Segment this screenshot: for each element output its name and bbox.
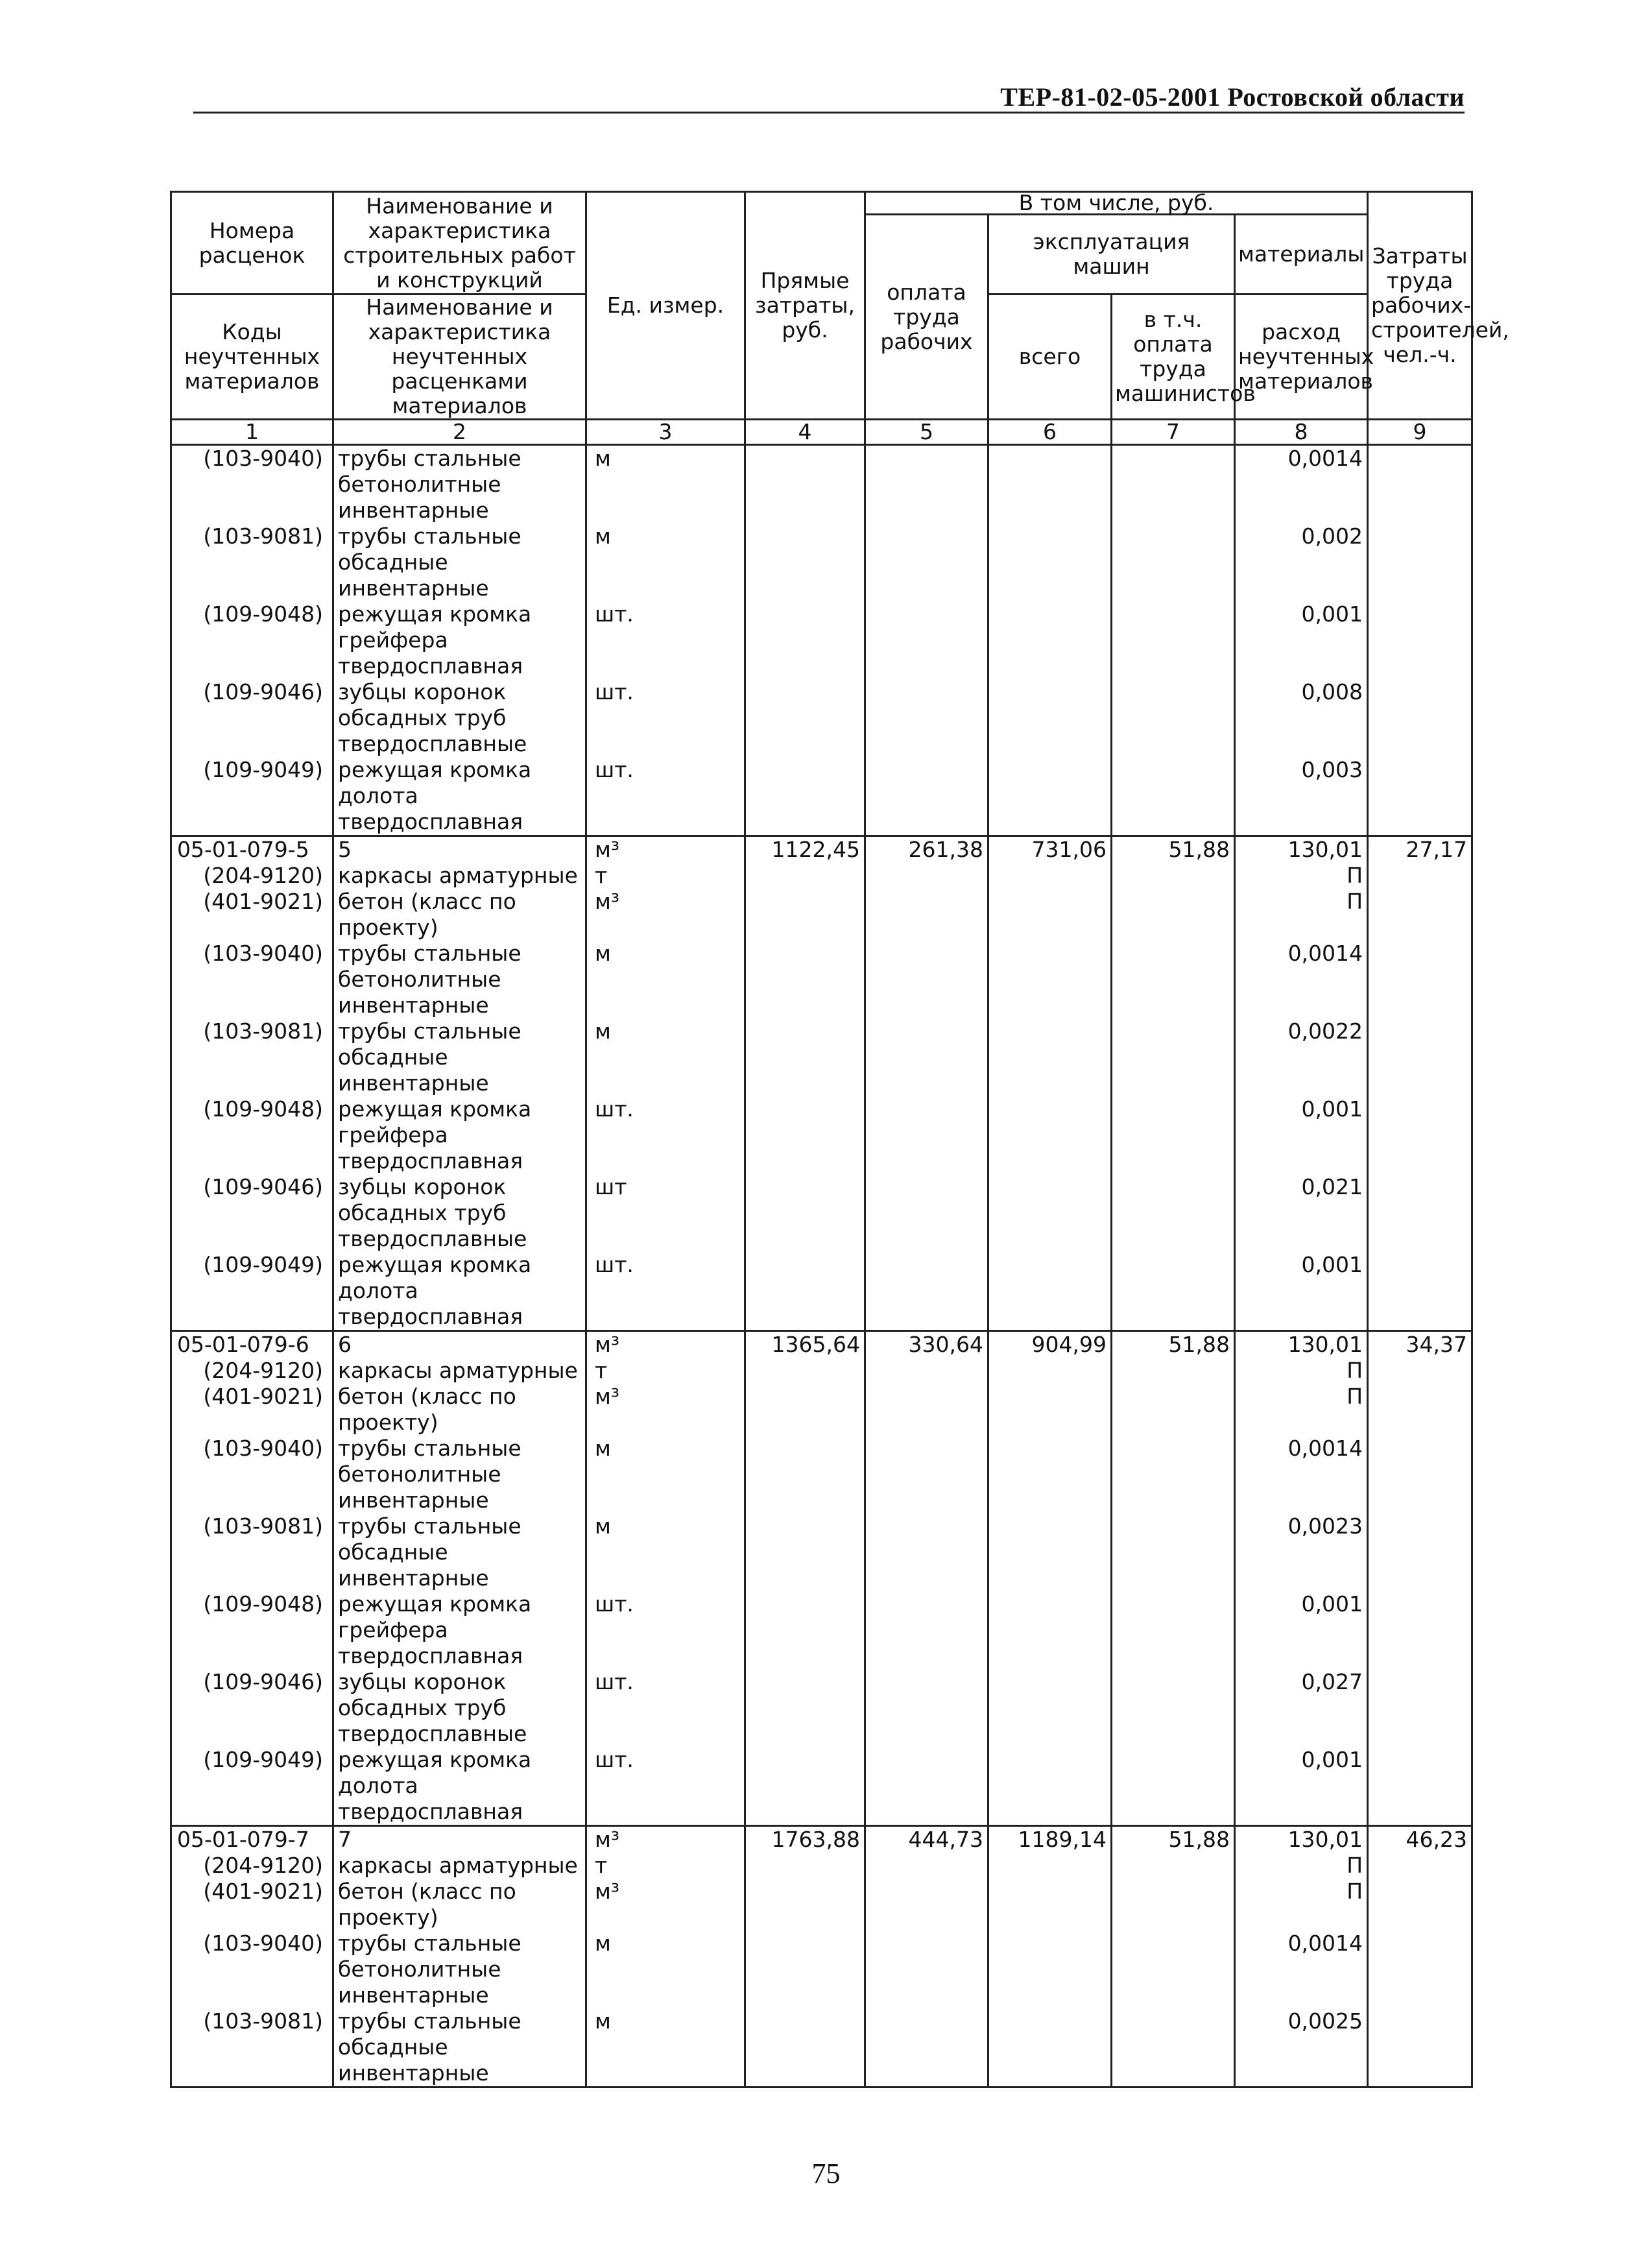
- header-col1-bottom: Коды неучтенных материалов: [171, 295, 333, 420]
- value-v8: 0,008: [1235, 679, 1368, 757]
- value-v6: [988, 601, 1112, 679]
- value-v5: [865, 445, 988, 524]
- value-v8: 0,0025: [1235, 2008, 1368, 2088]
- value-v6: [988, 1669, 1112, 1747]
- material-row: [171, 1436, 1472, 1513]
- value-v6: 731,06: [988, 836, 1112, 863]
- value-v5: [865, 1174, 988, 1252]
- value-v6: [988, 1879, 1112, 1931]
- material-row: [171, 1591, 1472, 1669]
- table-body: [171, 445, 1472, 2088]
- unit-cell: шт: [586, 1174, 745, 1252]
- material-code: (204-9120): [171, 1853, 333, 1879]
- value-v6: 904,99: [988, 1331, 1112, 1358]
- value-v5: [865, 1879, 988, 1931]
- value-v7: [1112, 1747, 1235, 1826]
- value-v8: 0,0022: [1235, 1018, 1368, 1096]
- col-number: 2: [333, 420, 586, 445]
- value-v5: [865, 863, 988, 889]
- value-v7: [1112, 757, 1235, 836]
- material-row: [171, 1669, 1472, 1747]
- value-v4: [745, 1436, 865, 1513]
- value-v9: 27,17: [1368, 836, 1472, 863]
- value-v4: [745, 2008, 865, 2088]
- value-v4: [745, 1018, 865, 1096]
- value-v8: 0,027: [1235, 1669, 1368, 1747]
- value-v5: [865, 523, 988, 601]
- value-v6: [988, 1096, 1112, 1174]
- material-row: [171, 679, 1472, 757]
- unit-cell: шт.: [586, 679, 745, 757]
- unit-cell: шт.: [586, 1591, 745, 1669]
- value-v9: [1368, 1018, 1472, 1096]
- value-v7: [1112, 601, 1235, 679]
- value-v6: [988, 1747, 1112, 1826]
- header-col6: всего: [988, 295, 1112, 420]
- value-v4: [745, 1252, 865, 1331]
- value-v7: [1112, 889, 1235, 941]
- value-v8: 0,002: [1235, 523, 1368, 601]
- material-code: (109-9046): [171, 679, 333, 757]
- value-v6: [988, 1174, 1112, 1252]
- material-name: каркасы арматурные: [333, 1358, 586, 1384]
- value-v5: [865, 1669, 988, 1747]
- value-v5: [865, 757, 988, 836]
- value-v5: [865, 1384, 988, 1436]
- value-v9: [1368, 1174, 1472, 1252]
- value-v8: 0,0014: [1235, 1931, 1368, 2008]
- material-name: режущая кромка долота твердосплавная: [333, 1747, 586, 1826]
- material-row: [171, 1879, 1472, 1931]
- value-v6: [988, 1591, 1112, 1669]
- unit-cell: м³: [586, 1879, 745, 1931]
- material-code: (103-9040): [171, 941, 333, 1018]
- value-v5: [865, 1252, 988, 1331]
- value-v9: [1368, 941, 1472, 1018]
- value-v9: [1368, 1853, 1472, 1879]
- value-v7: 51,88: [1112, 836, 1235, 863]
- value-v4: [745, 1669, 865, 1747]
- material-name: зубцы коронок обсадных труб твердосплавные: [333, 1669, 586, 1747]
- unit-cell: шт.: [586, 1096, 745, 1174]
- value-v4: [745, 523, 865, 601]
- material-row: [171, 1174, 1472, 1252]
- value-v4: [745, 1358, 865, 1384]
- material-row: [171, 1931, 1472, 2008]
- value-v4: [745, 445, 865, 524]
- value-v6: [988, 1384, 1112, 1436]
- value-v5: [865, 941, 988, 1018]
- value-v9: [1368, 1384, 1472, 1436]
- unit-cell: м³: [586, 889, 745, 941]
- value-v9: [1368, 889, 1472, 941]
- value-v4: [745, 1879, 865, 1931]
- value-v4: [745, 1174, 865, 1252]
- value-v9: [1368, 1096, 1472, 1174]
- header-col2-top: Наименование и характеристика строительных работ и конструкций: [333, 192, 586, 295]
- material-code: (103-9081): [171, 1018, 333, 1096]
- material-code: (103-9081): [171, 2008, 333, 2088]
- value-v5: [865, 889, 988, 941]
- header-col2-bottom: Наименование и характеристика неучтенных расценками материалов: [333, 295, 586, 420]
- material-code: (103-9040): [171, 1931, 333, 2008]
- material-row: [171, 523, 1472, 601]
- unit-cell: шт.: [586, 601, 745, 679]
- material-code: (103-9040): [171, 1436, 333, 1513]
- value-v4: [745, 1096, 865, 1174]
- value-v7: [1112, 1384, 1235, 1436]
- rate-row: [171, 1826, 1472, 1853]
- value-v5: [865, 1931, 988, 2008]
- unit-cell: м³: [586, 1331, 745, 1358]
- unit-cell: м: [586, 445, 745, 524]
- value-v7: [1112, 1931, 1235, 2008]
- value-v5: [865, 679, 988, 757]
- unit-cell: м: [586, 1436, 745, 1513]
- value-v6: [988, 1931, 1112, 2008]
- value-v4: 1122,45: [745, 836, 865, 863]
- value-v6: [988, 941, 1112, 1018]
- value-v4: [745, 1513, 865, 1591]
- value-v9: [1368, 757, 1472, 836]
- material-name: трубы стальные бетонолитные инвентарные: [333, 445, 586, 524]
- value-v8: 0,001: [1235, 601, 1368, 679]
- material-row: [171, 1252, 1472, 1331]
- material-code: (204-9120): [171, 1358, 333, 1384]
- unit-cell: м: [586, 1513, 745, 1591]
- value-v4: [745, 601, 865, 679]
- material-row: [171, 2008, 1472, 2088]
- value-v7: [1112, 1436, 1235, 1513]
- value-v6: [988, 1513, 1112, 1591]
- rate-name: 7: [333, 1826, 586, 1853]
- material-row: [171, 1384, 1472, 1436]
- material-name: трубы стальные бетонолитные инвентарные: [333, 1436, 586, 1513]
- value-v8: 130,01: [1235, 836, 1368, 863]
- material-name: трубы стальные обсадные инвентарные: [333, 2008, 586, 2088]
- material-name: зубцы коронок обсадных труб твердосплавные: [333, 1174, 586, 1252]
- value-v5: [865, 1747, 988, 1826]
- value-v5: [865, 1436, 988, 1513]
- value-v8: П: [1235, 1879, 1368, 1931]
- value-v8: 0,0014: [1235, 1436, 1368, 1513]
- unit-cell: шт.: [586, 1747, 745, 1826]
- rate-code: 05-01-079-6: [171, 1331, 333, 1358]
- header-col1-top: Номера расценок: [171, 192, 333, 295]
- material-name: трубы стальные бетонолитные инвентарные: [333, 1931, 586, 2008]
- value-v4: [745, 757, 865, 836]
- unit-cell: м: [586, 1931, 745, 2008]
- value-v9: [1368, 1669, 1472, 1747]
- header-col4: Прямые затраты, руб.: [745, 192, 865, 420]
- material-code: (109-9046): [171, 1669, 333, 1747]
- value-v9: [1368, 1747, 1472, 1826]
- value-v6: [988, 757, 1112, 836]
- value-v4: 1365,64: [745, 1331, 865, 1358]
- value-v9: [1368, 1358, 1472, 1384]
- col-number: 9: [1368, 420, 1472, 445]
- value-v5: [865, 1591, 988, 1669]
- material-name: режущая кромка грейфера твердосплавная: [333, 1096, 586, 1174]
- page-number: 75: [811, 2158, 841, 2189]
- material-row: [171, 1358, 1472, 1384]
- header-col3: Ед. измер.: [586, 192, 745, 420]
- material-row: [171, 889, 1472, 941]
- material-code: (109-9048): [171, 601, 333, 679]
- material-code: (109-9049): [171, 1747, 333, 1826]
- material-code: (109-9048): [171, 1591, 333, 1669]
- material-code: (109-9048): [171, 1096, 333, 1174]
- rate-code: 05-01-079-5: [171, 836, 333, 863]
- col-number: 7: [1112, 420, 1235, 445]
- material-name: режущая кромка долота твердосплавная: [333, 1252, 586, 1331]
- material-name: каркасы арматурные: [333, 1853, 586, 1879]
- unit-cell: м: [586, 941, 745, 1018]
- value-v8: 0,0023: [1235, 1513, 1368, 1591]
- unit-cell: шт.: [586, 1252, 745, 1331]
- value-v6: [988, 679, 1112, 757]
- value-v7: [1112, 1669, 1235, 1747]
- material-name: бетон (класс по проекту): [333, 889, 586, 941]
- value-v6: [988, 1358, 1112, 1384]
- material-code: (401-9021): [171, 1384, 333, 1436]
- material-code: (109-9049): [171, 757, 333, 836]
- value-v8: 0,001: [1235, 1096, 1368, 1174]
- rate-code: 05-01-079-7: [171, 1826, 333, 1853]
- value-v7: [1112, 2008, 1235, 2088]
- unit-cell: м³: [586, 1826, 745, 1853]
- material-row: [171, 1747, 1472, 1826]
- header-col5: оплата труда рабочих: [865, 215, 988, 420]
- value-v7: [1112, 1018, 1235, 1096]
- material-name: бетон (класс по проекту): [333, 1384, 586, 1436]
- value-v7: 51,88: [1112, 1826, 1235, 1853]
- value-v5: 261,38: [865, 836, 988, 863]
- value-v7: [1112, 863, 1235, 889]
- value-v7: [1112, 1879, 1235, 1931]
- value-v8: 0,001: [1235, 1591, 1368, 1669]
- header-machines: эксплуатация машин: [988, 215, 1235, 295]
- value-v5: [865, 2008, 988, 2088]
- value-v9: [1368, 1879, 1472, 1931]
- material-row: [171, 445, 1472, 524]
- value-v4: [745, 1747, 865, 1826]
- value-v6: [988, 1252, 1112, 1331]
- document-header-title: ТЕР-81-02-05-2001 Ростовской области: [1000, 82, 1465, 112]
- value-v8: 0,0014: [1235, 445, 1368, 524]
- value-v4: [745, 941, 865, 1018]
- value-v9: [1368, 1591, 1472, 1669]
- unit-cell: т: [586, 863, 745, 889]
- value-v8: П: [1235, 1384, 1368, 1436]
- header-col7: в т.ч. оплата труда машинистов: [1112, 295, 1235, 420]
- material-row: [171, 1096, 1472, 1174]
- value-v4: [745, 679, 865, 757]
- material-row: [171, 1513, 1472, 1591]
- value-v5: [865, 1358, 988, 1384]
- value-v9: [1368, 2008, 1472, 2088]
- value-v5: 330,64: [865, 1331, 988, 1358]
- value-v7: [1112, 941, 1235, 1018]
- material-name: каркасы арматурные: [333, 863, 586, 889]
- material-code: (109-9046): [171, 1174, 333, 1252]
- unit-cell: т: [586, 1358, 745, 1384]
- material-code: (103-9081): [171, 523, 333, 601]
- material-row: [171, 863, 1472, 889]
- value-v4: [745, 863, 865, 889]
- value-v5: [865, 1096, 988, 1174]
- unit-cell: м: [586, 523, 745, 601]
- value-v8: 0,001: [1235, 1747, 1368, 1826]
- value-v8: 130,01: [1235, 1331, 1368, 1358]
- rate-name: 5: [333, 836, 586, 863]
- value-v8: П: [1235, 889, 1368, 941]
- material-name: трубы стальные обсадные инвентарные: [333, 523, 586, 601]
- value-v5: [865, 1018, 988, 1096]
- value-v7: [1112, 1358, 1235, 1384]
- rate-name: 6: [333, 1331, 586, 1358]
- material-code: (401-9021): [171, 889, 333, 941]
- value-v8: 0,003: [1235, 757, 1368, 836]
- value-v4: [745, 1853, 865, 1879]
- header-materials: материалы: [1235, 215, 1368, 295]
- header-col8: расход неучтенных материалов: [1235, 295, 1368, 420]
- value-v7: [1112, 1513, 1235, 1591]
- unit-cell: м³: [586, 836, 745, 863]
- header-col9: Затраты труда рабочих-строителей, чел.-ч.: [1368, 192, 1472, 420]
- value-v9: [1368, 1931, 1472, 2008]
- unit-cell: т: [586, 1853, 745, 1879]
- value-v6: [988, 1436, 1112, 1513]
- col-number: 6: [988, 420, 1112, 445]
- value-v4: [745, 1591, 865, 1669]
- value-v8: П: [1235, 1853, 1368, 1879]
- col-number: 4: [745, 420, 865, 445]
- col-number: 8: [1235, 420, 1368, 445]
- material-code: (109-9049): [171, 1252, 333, 1331]
- value-v8: 0,0014: [1235, 941, 1368, 1018]
- value-v8: 130,01: [1235, 1826, 1368, 1853]
- value-v6: [988, 2008, 1112, 2088]
- value-v7: [1112, 1096, 1235, 1174]
- value-v5: [865, 601, 988, 679]
- value-v7: [1112, 1252, 1235, 1331]
- value-v9: 34,37: [1368, 1331, 1472, 1358]
- material-name: зубцы коронок обсадных труб твердосплавные: [333, 679, 586, 757]
- value-v5: [865, 1513, 988, 1591]
- value-v6: [988, 863, 1112, 889]
- value-v7: [1112, 679, 1235, 757]
- material-code: (204-9120): [171, 863, 333, 889]
- material-row: [171, 1853, 1472, 1879]
- value-v9: [1368, 523, 1472, 601]
- value-v4: [745, 1384, 865, 1436]
- value-v7: [1112, 1174, 1235, 1252]
- value-v9: [1368, 1252, 1472, 1331]
- value-v9: [1368, 863, 1472, 889]
- value-v5: [865, 1853, 988, 1879]
- value-v6: [988, 523, 1112, 601]
- col-number: 3: [586, 420, 745, 445]
- value-v9: [1368, 679, 1472, 757]
- value-v8: П: [1235, 863, 1368, 889]
- value-v6: [988, 1853, 1112, 1879]
- unit-cell: шт.: [586, 1669, 745, 1747]
- unit-cell: шт.: [586, 757, 745, 836]
- material-name: режущая кромка долота твердосплавная: [333, 757, 586, 836]
- rate-row: [171, 1331, 1472, 1358]
- price-table: [170, 190, 1509, 2088]
- material-name: трубы стальные обсадные инвентарные: [333, 1018, 586, 1096]
- material-name: режущая кромка грейфера твердосплавная: [333, 1591, 586, 1669]
- unit-cell: м³: [586, 1384, 745, 1436]
- value-v9: 46,23: [1368, 1826, 1472, 1853]
- unit-cell: м: [586, 1018, 745, 1096]
- material-name: трубы стальные обсадные инвентарные: [333, 1513, 586, 1591]
- value-v5: 444,73: [865, 1826, 988, 1853]
- col-number: 5: [865, 420, 988, 445]
- header-rule: [193, 112, 1465, 114]
- value-v7: [1112, 1853, 1235, 1879]
- value-v6: 1189,14: [988, 1826, 1112, 1853]
- value-v7: [1112, 445, 1235, 524]
- material-code: (401-9021): [171, 1879, 333, 1931]
- material-row: [171, 601, 1472, 679]
- material-row: [171, 1018, 1472, 1096]
- material-name: режущая кромка грейфера твердосплавная: [333, 601, 586, 679]
- value-v7: [1112, 1591, 1235, 1669]
- material-code: (103-9040): [171, 445, 333, 524]
- material-name: трубы стальные бетонолитные инвентарные: [333, 941, 586, 1018]
- material-row: [171, 757, 1472, 836]
- value-v8: 0,021: [1235, 1174, 1368, 1252]
- value-v7: 51,88: [1112, 1331, 1235, 1358]
- value-v7: [1112, 523, 1235, 601]
- material-code: (103-9081): [171, 1513, 333, 1591]
- value-v4: 1763,88: [745, 1826, 865, 1853]
- value-v6: [988, 889, 1112, 941]
- rate-row: [171, 836, 1472, 863]
- value-v9: [1368, 1436, 1472, 1513]
- value-v4: [745, 1931, 865, 2008]
- value-v4: [745, 889, 865, 941]
- value-v9: [1368, 601, 1472, 679]
- material-row: [171, 941, 1472, 1018]
- value-v8: 0,001: [1235, 1252, 1368, 1331]
- value-v9: [1368, 1513, 1472, 1591]
- unit-cell: м: [586, 2008, 745, 2088]
- col-number: 1: [171, 420, 333, 445]
- value-v6: [988, 1018, 1112, 1096]
- material-name: бетон (класс по проекту): [333, 1879, 586, 1931]
- value-v9: [1368, 445, 1472, 524]
- value-v8: П: [1235, 1358, 1368, 1384]
- value-v6: [988, 445, 1112, 524]
- header-incl: В том числе, руб.: [865, 192, 1368, 215]
